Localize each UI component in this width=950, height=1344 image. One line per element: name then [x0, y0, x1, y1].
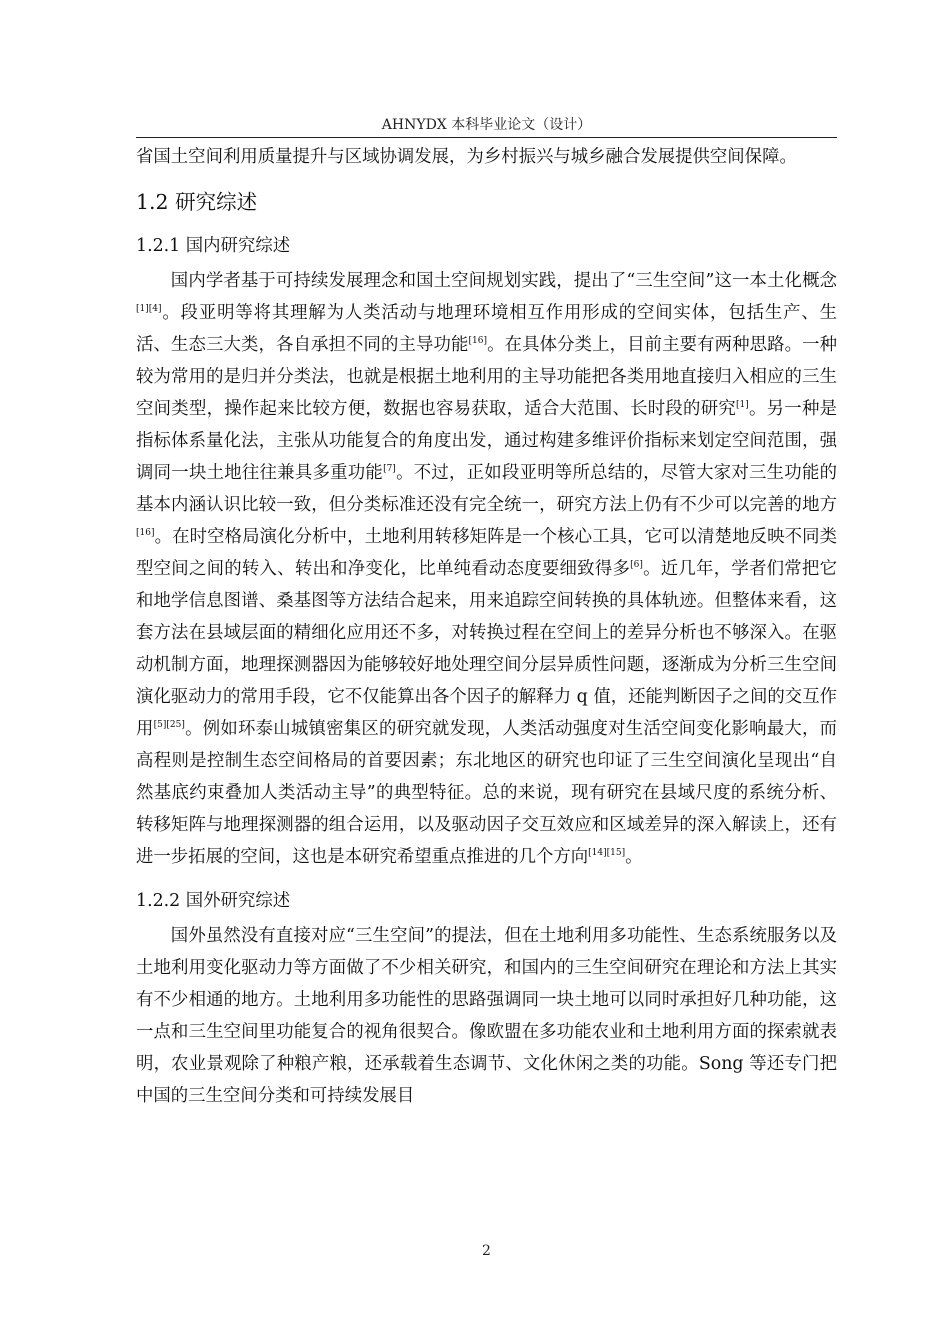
running-header: AHNYDX 本科毕业论文（设计）: [381, 117, 592, 133]
foreign-review-paragraph: 国外虽然没有直接对应“三生空间”的提法，但在土地利用多功能性、生态系统服务以及土地利用变化驱动力等方面做了不少相关研究，和国内的三生空间研究在理论和方法上其实有不少相通的地方。土地利用多功能性的思路强调同一块土地可以同时承担好几种功能，这一点和三生空间里功能复合的视角很契合。像欧盟在多功能农业和土地利用方面的探索就表明，农业景观除了种粮产粮，还承载着生态调节、文化休闲之类的功能。Song 等还专门把中国的三生空间分类和可持续发展目: [136, 926, 837, 1106]
citation-ref: [16]: [136, 528, 155, 538]
header-rule: [136, 137, 837, 138]
citation-ref: [16]: [468, 336, 487, 346]
citation-ref: [1][4]: [136, 304, 162, 314]
citation-ref: [6]: [630, 560, 643, 570]
intro-paragraph-fragment: 省国土空间利用质量提升与区域协调发展，为乡村振兴与城乡融合发展提供空间保障。: [136, 147, 797, 167]
citation-ref: [1]: [736, 400, 749, 410]
text-run: 。段亚明等将其理解为人类活动与地理环境相互作用形成的空间实体，包括生产、生活、生态三大类，各自承担不同的主导功能: [136, 303, 837, 355]
citation-ref: [5][25]: [153, 720, 185, 730]
text-run: 。另一种是指标体系量化法，主张从功能复合的角度出发，通过构建多维评价指标来划定空间范围，强调同一块土地往往兼具多重功能: [136, 399, 837, 483]
text-run: 。: [625, 847, 643, 867]
text-run: 。不过，正如段亚明等所总结的，尽管大家对三生功能的基本内涵认识比较一致，但分类标准还没有完全统一，研究方法上仍有不少可以完善的地方: [136, 463, 837, 515]
text-run: 。在具体分类上，目前主要有两种思路。一种较为常用的是归并分类法，也就是根据土地利用的主导功能把各类用地直接归入相应的三生空间类型，操作起来比较方便，数据也容易获取，适合大范围、长时段的研究: [136, 335, 837, 419]
domestic-review-paragraph: [136, 265, 837, 873]
subsection-heading-domestic: 1.2.1 国内研究综述: [136, 236, 291, 256]
page-body: [136, 141, 837, 1112]
citation-ref: [14][15]: [588, 848, 626, 858]
citation-ref: [7]: [383, 464, 396, 474]
text-run: 。近几年，学者们常把它和地学信息图谱、桑基图等方法结合起来，用来追踪空间转换的具体轨迹。但整体来看，这套方法在县域层面的精细化应用还不多，对转换过程在空间上的差异分析也不够深入。在驱动机制方面，地理探测器因为能够较好地处理空间分层异质性问题，逐渐成为分析三生空间演化驱动力的常用手段，它不仅能算出各个因子的解释力 q 值，还能判断因子之间的交互作用: [136, 559, 837, 739]
subsection-heading-foreign: 1.2.2 国外研究综述: [136, 891, 291, 911]
page-number: 2: [482, 1243, 491, 1259]
text-run: 。在时空格局演化分析中，土地利用转移矩阵是一个核心工具，它可以清楚地反映不同类型空间之间的转入、转出和净变化，比单纯看动态度要细致得多: [136, 527, 837, 579]
section-heading: 1.2 研究综述: [136, 190, 258, 214]
text-run: 国内学者基于可持续发展理念和国土空间规划实践，提出了“三生空间”这一本土化概念: [170, 271, 837, 291]
text-run: 。例如环泰山城镇密集区的研究就发现，人类活动强度对生活空间变化影响最大，而高程则是控制生态空间格局的首要因素；东北地区的研究也印证了三生空间演化呈现出“自然基底约束叠加人类活动主导”的典型特征。总的来说，现有研究在县域尺度的系统分析、转移矩阵与地理探测器的组合运用，以及驱动因子交互效应和区域差异的深入解读上，还有进一步拓展的空间，这也是本研究希望重点推进的几个方向: [136, 719, 837, 867]
